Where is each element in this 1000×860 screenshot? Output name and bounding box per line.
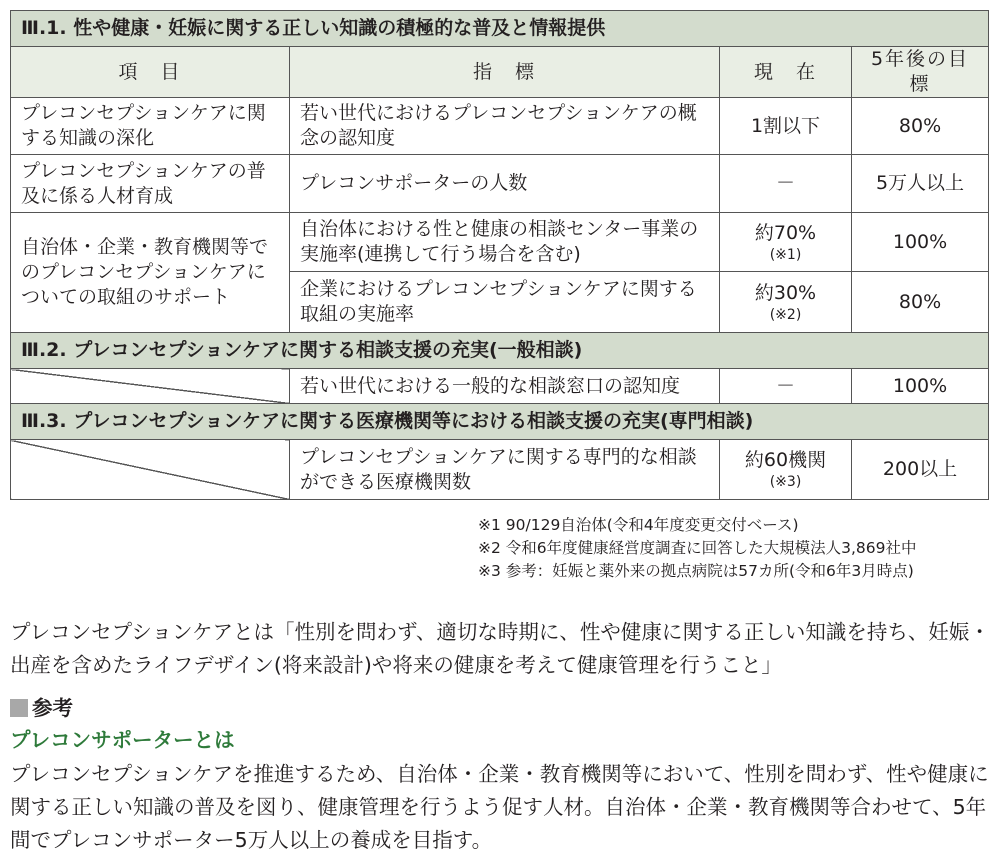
row-target: 5万人以上 [852,155,989,213]
footnotes [478,514,917,583]
header-indicator: 指 標 [290,47,720,98]
empty-diagonal-cell [11,440,290,500]
reference-subheading: プレコンサポーターとは [10,728,235,752]
section-3-title: Ⅲ.3. プレコンセプションケアに関する医療機関等における相談支援の充実(専門相談) [11,404,989,440]
row-indicator: プレコンセプションケアに関する専門的な相談ができる医療機関数 [290,440,720,500]
row-indicator: プレコンサポーターの人数 [290,155,720,213]
empty-diagonal-cell [11,369,290,404]
current-note: (※3) [769,474,802,490]
row-current [720,369,852,404]
table-row [11,98,989,155]
section-1-header [11,11,989,47]
column-header-row [11,47,989,98]
row-target: 200以上 [852,440,989,500]
current-value: － [775,172,795,194]
row-indicator: 企業におけるプレコンセプションケアに関する取組の実施率 [290,272,720,333]
row-indicator: 若い世代における一般的な相談窓口の認知度 [290,369,720,404]
section-2-header [11,333,989,369]
row-target: 80% [852,272,989,333]
current-value: 約60機関 [744,449,827,471]
section-2-title: Ⅲ.2. プレコンセプションケアに関する相談支援の充実(一般相談) [11,333,989,369]
row-target: 100% [852,213,989,272]
row-item: プレコンセプションケアに関する知識の深化 [11,98,290,155]
header-current: 現 在 [720,47,852,98]
header-item: 項 目 [11,47,290,98]
table-row [11,440,989,500]
section-3-header [11,404,989,440]
current-note: (※2) [769,306,802,323]
current-value: 約70% [754,221,817,244]
row-indicator: 自治体における性と健康の相談センター事業の実施率(連携して行う場合を含む) [290,213,720,272]
definition-paragraph: プレコンセプションケアとは「性別を問わず、適切な時期に、性や健康に関する正しい知識を持ち、妊娠・出産を含めたライフデザイン(将来設計)や将来の健康を考えて健康管理を行うこと」 [10,620,990,677]
row-item: プレコンセプションケアの普及に係る人材育成 [11,155,290,213]
table-row [11,155,989,213]
footnote-2: ※2 令和6年度健康経営度調査に回答した大規模法人3,869社中 [478,539,917,557]
row-current [720,155,852,213]
table-row [11,213,989,272]
current-value: 1割以下 [750,114,821,137]
row-current [720,440,852,500]
table-row [11,369,989,404]
section-1-title: Ⅲ.1. 性や健康・妊娠に関する正しい知識の積極的な普及と情報提供 [11,11,989,47]
current-note: (※1) [769,246,802,263]
reference-heading [10,694,73,722]
current-value: 約30% [754,281,817,304]
header-target: 5年後の目標 [852,47,989,98]
row-target: 80% [852,98,989,155]
current-value: － [775,374,795,397]
gray-square-icon [10,699,28,717]
reference-heading-text: 参考 [32,696,73,720]
footnote-1: ※1 90/129自治体(令和4年度変更交付ベース) [478,516,799,534]
row-current [720,213,852,272]
reference-body: プレコンセプションケアを推進するため、自治体・企業・教育機関等において、性別を問わず、性や健康に関する正しい知識の普及を図り、健康管理を行うよう促す人材。自治体・企業・教育機関等合わせて、5年間でプレコンサポーター5万人以上の養成を目指す。 [10,762,989,852]
row-current [720,98,852,155]
footnote-3: ※3 参考：妊娠と薬外来の拠点病院は57カ所(令和6年3月時点) [478,562,914,580]
indicator-table [10,10,989,500]
row-item: 自治体・企業・教育機関等でのプレコンセプションケアについての取組のサポート [11,213,290,333]
row-indicator: 若い世代におけるプレコンセプションケアの概念の認知度 [290,98,720,155]
row-target: 100% [852,369,989,404]
row-current [720,272,852,333]
